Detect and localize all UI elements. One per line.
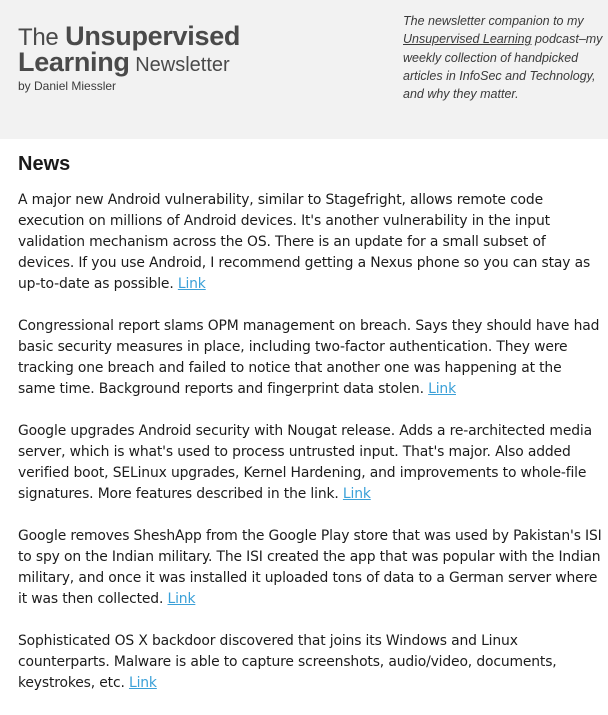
logo-line-2 <box>18 47 240 77</box>
logo-word-unsupervised: Unsupervised <box>65 21 241 51</box>
news-item-text: A major new Android vulnerability, similar to Stagefright, allows remote code execution on millions of Android devices. It's another vulnerability in the input validation mechanism across the OS. There is an update for a small subset of devices. If you use Android, I recommend getting a Nexus phone so you can stay as up-to-date as possible. <box>18 192 591 292</box>
tagline-text-before: The newsletter companion to my <box>403 14 584 28</box>
news-item <box>18 316 602 400</box>
news-item-text: Sophisticated OS X backdoor discovered that joins its Windows and Linux counterparts. Malware is able to capture screenshots, audio/video, documents, keystrokes, etc. <box>18 633 557 691</box>
news-item <box>18 526 602 610</box>
newsletter-header <box>0 0 608 139</box>
news-section <box>18 151 602 715</box>
news-item <box>18 421 602 505</box>
section-title-news: News <box>18 153 71 175</box>
tagline-text-after: podcast–my weekly collection of handpicked articles in InfoSec and Technology, and why they matter. <box>403 32 603 102</box>
news-item-link[interactable]: Link <box>177 276 206 292</box>
news-item-text: Google removes SheshApp from the Google Play store that was used by Pakistan's ISI to spy on the Indian military. The ISI created the app that was popular with the Indian military, and once it was installed it uploaded tons of data to a German server where it was then collected. <box>18 528 602 607</box>
news-item-link[interactable]: Link <box>167 591 196 607</box>
author-byline: by Daniel Miessler <box>18 79 117 93</box>
logo-word-newsletter: Newsletter <box>135 54 230 76</box>
news-item-text: Google upgrades Android security with Nougat release. Adds a re-architected media server, which is what's used to process untrusted input. That's major. Also added verified boot, SELinux upgrades, Kernel Hardening, and improvements to whole-file signatures. More features described in the link. <box>18 423 592 502</box>
newsletter-logo[interactable] <box>18 22 240 93</box>
news-item <box>18 190 602 295</box>
news-item-link[interactable]: Link <box>128 675 157 691</box>
logo-word-learning: Learning <box>18 47 130 77</box>
news-item <box>18 631 602 694</box>
news-item-text: Congressional report slams OPM management on breach. Says they should have had basic security measures in place, including two-factor authentication. They were tracking one breach and failed to notice that another one was happening at the same time. Background reports and fingerprint data stolen. <box>18 318 600 397</box>
podcast-link[interactable]: Unsupervised Learning <box>403 32 532 47</box>
newsletter-tagline <box>403 12 603 103</box>
news-item-link[interactable]: Link <box>428 381 456 397</box>
logo-word-the: The <box>18 24 59 51</box>
news-item-link[interactable]: Link <box>342 486 371 502</box>
